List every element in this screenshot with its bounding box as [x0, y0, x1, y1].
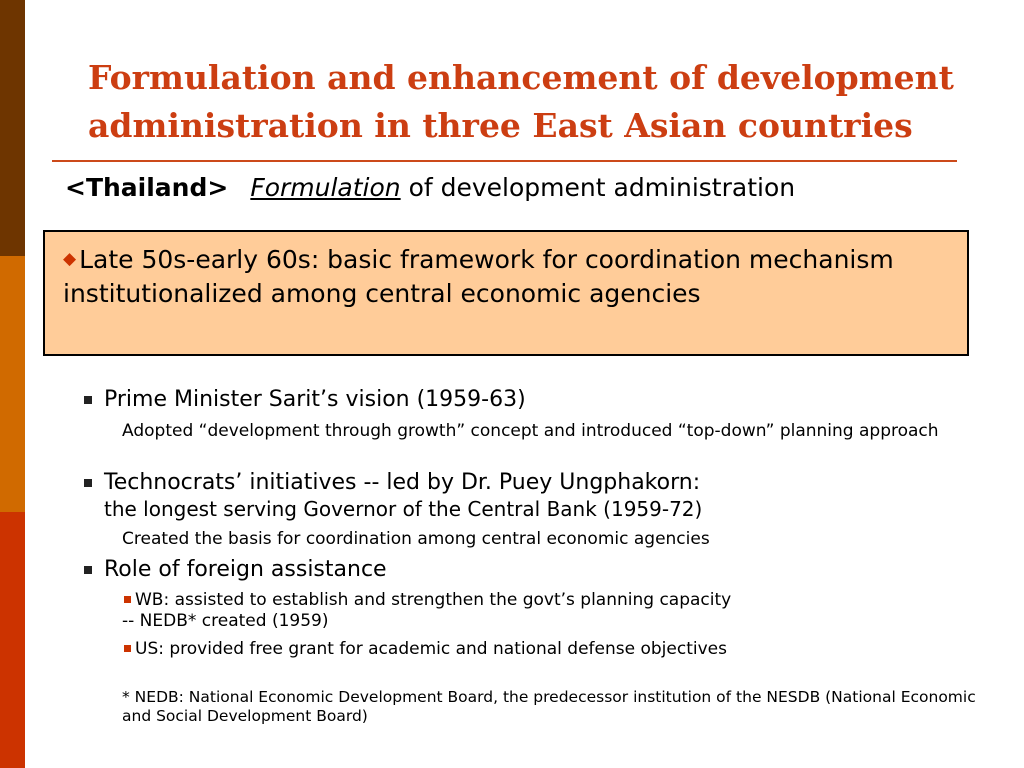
bullet-continuation: the longest serving Governor of the Central Bank (1959-72): [104, 497, 703, 521]
sub-bullet-text: WB: assisted to establish and strengthen the govt’s planning capacity: [135, 590, 732, 610]
subtitle-rest: of development administration: [400, 173, 796, 202]
footnote: * NEDB: National Economic Development Board, the predecessor institution of the NESDB (National Economic and Social Development Board): [122, 688, 976, 725]
bullet-item: [104, 470, 700, 495]
slide-title: Formulation and enhancement of development administration in three East Asian countries: [88, 58, 954, 145]
subtitle-country: <Thailand>: [65, 173, 229, 202]
square-bullet-icon: [124, 596, 131, 603]
bullet-text: Role of foreign assistance: [104, 557, 387, 582]
bullet-detail: Adopted “development through growth” concept and introduced “top-down” planning approach: [122, 421, 939, 441]
slide-subtitle: [65, 170, 795, 206]
bullet-detail: Created the basis for coordination among central economic agencies: [122, 529, 710, 549]
square-bullet-icon: [84, 479, 92, 487]
square-bullet-icon: [124, 645, 131, 652]
subtitle-emphasis: Formulation: [250, 173, 401, 202]
sidebar-stripe-top: [0, 0, 25, 256]
bullet-item: [104, 387, 526, 412]
square-bullet-icon: [84, 566, 92, 574]
highlight-text: Late 50s-early 60s: basic framework for coordination mechanism institutionalized among central economic agencies: [63, 245, 894, 308]
bullet-text: Prime Minister Sarit’s vision (1959-63): [104, 387, 526, 412]
bullet-item: [104, 557, 387, 582]
sidebar-stripe-bottom: [0, 512, 25, 768]
diamond-bullet-icon: ◆: [63, 249, 77, 269]
highlight-box: [43, 230, 969, 356]
sub-bullet-item: [135, 590, 995, 610]
sub-bullet-item: [135, 639, 995, 659]
sub-bullet-text: US: provided free grant for academic and national defense objectives: [135, 639, 727, 659]
sub-bullet-continuation: -- NEDB* created (1959): [122, 611, 329, 631]
bullet-text: Technocrats’ initiatives -- led by Dr. Puey Ungphakorn:: [104, 470, 701, 495]
sidebar-stripe-middle: [0, 256, 25, 512]
title-divider: [52, 160, 957, 162]
square-bullet-icon: [84, 396, 92, 404]
